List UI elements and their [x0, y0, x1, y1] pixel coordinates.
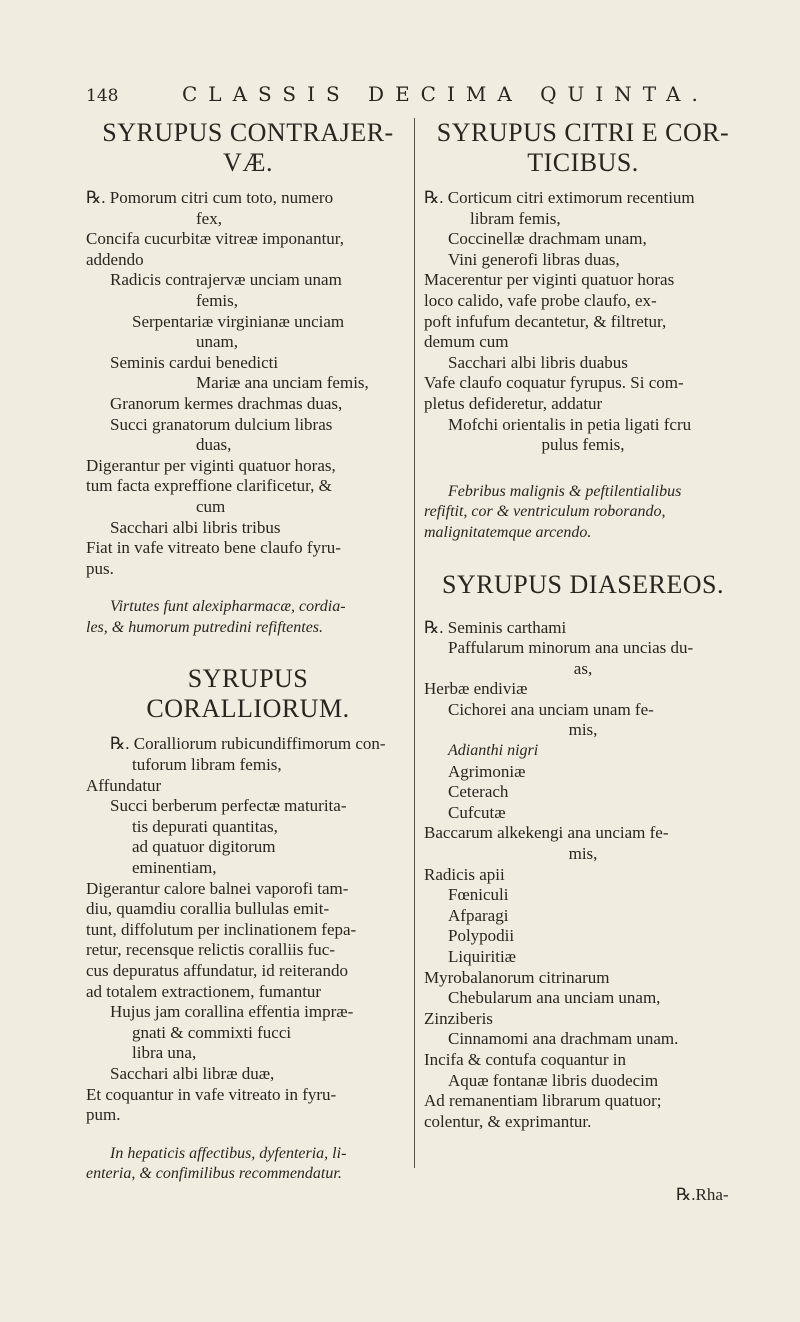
text-line: cum [196, 496, 226, 516]
text-line: addendo [86, 249, 144, 269]
section-title: SYRUPUS CORALLIORUM. [146, 664, 350, 724]
text-line: ℞. Pomorum citri cum toto, numero [86, 188, 334, 207]
text-line: loco calido, vafe probe claufo, ex- [424, 290, 657, 310]
text-line: ℞. Corticum citri extimorum recentium [424, 188, 695, 207]
text-line: Cufcutæ [448, 802, 506, 822]
text-line: Fiat in vafe vitreato bene claufo fyru- [86, 538, 341, 558]
text-line: Sacchari albi libris tribus [110, 517, 281, 537]
text-line: tunt, diffolutum per inclinationem fepa- [86, 919, 357, 939]
text-line: libram femis, [470, 208, 561, 228]
text-line: Paffularum minorum ana uncias du- [448, 638, 694, 658]
text-line: Et coquantur in vafe vitreato in fyru- [86, 1084, 337, 1104]
text-line: demum cum [424, 332, 509, 352]
text-line: Cinnamomi ana drachmam unam. [448, 1029, 679, 1049]
text-line: Ad remanentiam librarum quatuor; [424, 1091, 662, 1111]
text-line: ad quatuor digitorum [132, 837, 276, 857]
text-line: mis, [568, 844, 598, 864]
text-line: Succi berberum perfectæ maturita- [110, 796, 347, 816]
note-line: enteria, & confimilibus recommendatur. [86, 1165, 342, 1183]
text-line: unam, [196, 332, 239, 352]
text-line: pum. [86, 1105, 121, 1125]
text-line: Mariæ ana unciam femis, [196, 373, 369, 393]
note-line: Febribus malignis & peftilentialibus [448, 482, 682, 500]
page-number: 148 [86, 86, 119, 106]
catchword: ℞.Rha- [676, 1185, 729, 1204]
text-line: pus. [86, 558, 114, 578]
text-line: Succi granatorum dulcium libras [110, 414, 333, 434]
text-line: Myrobalanorum citrinarum [424, 967, 610, 987]
text-line: tis depurati quantitas, [132, 816, 278, 836]
note-line: malignitatemque arcendo. [424, 523, 592, 541]
text-line: Polypodii [448, 926, 515, 946]
note-line: In hepaticis affectibus, dyfenteria, li- [110, 1144, 347, 1162]
text-line: retur, recensque relictis coralliis fuc- [86, 940, 336, 960]
text-line: Ceterach [448, 782, 509, 802]
right-column [424, 118, 742, 1132]
note-line: refiftit, cor & ventriculum roborando, [424, 503, 666, 521]
text-line: Agrimoniæ [448, 761, 526, 781]
text-line: cus depuratus affundatur, id reiterando [86, 961, 348, 980]
text-line: ℞. Seminis carthami [424, 617, 567, 637]
text-line: colentur, & exprimantur. [424, 1111, 592, 1131]
note-line: les, & humorum putredini refiftentes. [86, 618, 324, 636]
text-line: Macerentur per viginti quatuor horas [424, 270, 675, 290]
text-line: Chebularum ana unciam unam, [448, 988, 661, 1008]
left-column [86, 118, 410, 1185]
text-line: Incifa & contufa coquantur in [424, 1049, 627, 1069]
text-line: Zinziberis [424, 1008, 493, 1028]
text-line: Baccarum alkekengi ana unciam fe- [424, 823, 669, 843]
text-line: duas, [196, 435, 232, 455]
text-line: Serpentariæ virginianæ unciam [132, 311, 345, 331]
text-line: as, [573, 658, 593, 678]
text-line: libra una, [132, 1043, 197, 1063]
text-line: Sacchari albi libris duabus [448, 352, 628, 372]
text-line: diu, quamdiu corallia bullulas emit- [86, 899, 330, 919]
note-line: Virtutes funt alexipharmacæ, cordia- [110, 598, 346, 616]
text-line: Radicis apii [424, 864, 505, 884]
text-line: Cichorei ana unciam unam fe- [448, 699, 654, 719]
text-line: Hujus jam corallina effentia impræ- [110, 1002, 354, 1022]
text-line: Digerantur per viginti quatuor horas, [86, 455, 336, 475]
text-line: eminentiam, [132, 858, 217, 878]
text-line: pletus defideretur, addatur [424, 393, 603, 413]
text-line: Affundatur [86, 775, 162, 795]
text-line: Concifa cucurbitæ vitreæ imponantur, [86, 229, 345, 249]
text-line: Radicis contrajervæ unciam unam [110, 270, 342, 290]
text-line: femis, [196, 290, 239, 310]
text-line: Vafe claufo coquatur fyrupus. Si com- [424, 373, 684, 393]
text-line: Liquiritiæ [448, 947, 516, 966]
text-line: Aquæ fontanæ libris duodecim [448, 1070, 659, 1090]
text-line: Herbæ endiviæ [424, 679, 528, 699]
text-line: mis, [568, 720, 598, 740]
page-header [86, 82, 709, 114]
text-line: Granorum kermes drachmas duas, [110, 393, 343, 413]
text-line: Coccinellæ drachmam unam, [448, 229, 647, 249]
text-line: Sacchari albi libræ duæ, [110, 1063, 275, 1083]
text-line: Digerantur calore balnei vaporofi tam- [86, 878, 349, 898]
section-title: SYRUPUS CONTRAJER- VÆ. [102, 118, 394, 177]
column-divider [414, 118, 415, 1168]
text-line: Fœniculi [448, 885, 509, 905]
text-line: fex, [196, 208, 222, 228]
text-line: Seminis cardui benedicti [110, 352, 279, 372]
text-line: pulus femis, [541, 435, 625, 455]
running-head: CLASSIS DECIMA QUINTA. [182, 82, 709, 106]
text-line: tum facta expreffione clarificetur, & [86, 476, 332, 496]
text-line: ℞. Coralliorum rubicundiffimorum con- [110, 734, 386, 754]
text-line: Afparagi [448, 905, 509, 925]
text-line: tuforum libram femis, [132, 755, 282, 775]
section-title: SYRUPUS DIASEREOS. [441, 569, 725, 599]
text-line: Vini generofi libras duas, [448, 249, 620, 269]
text-line: poft infufum decantetur, & filtretur, [424, 311, 667, 331]
text-line: Mofchi orientalis in petia ligati fcru [448, 414, 692, 434]
section-title: SYRUPUS CITRI E COR- TICIBUS. [436, 118, 730, 177]
text-line: ad totalem extractionem, fumantur [86, 981, 322, 1001]
text-line: gnati & commixti fucci [132, 1022, 292, 1042]
text-line: Adianthi nigri [448, 742, 539, 760]
